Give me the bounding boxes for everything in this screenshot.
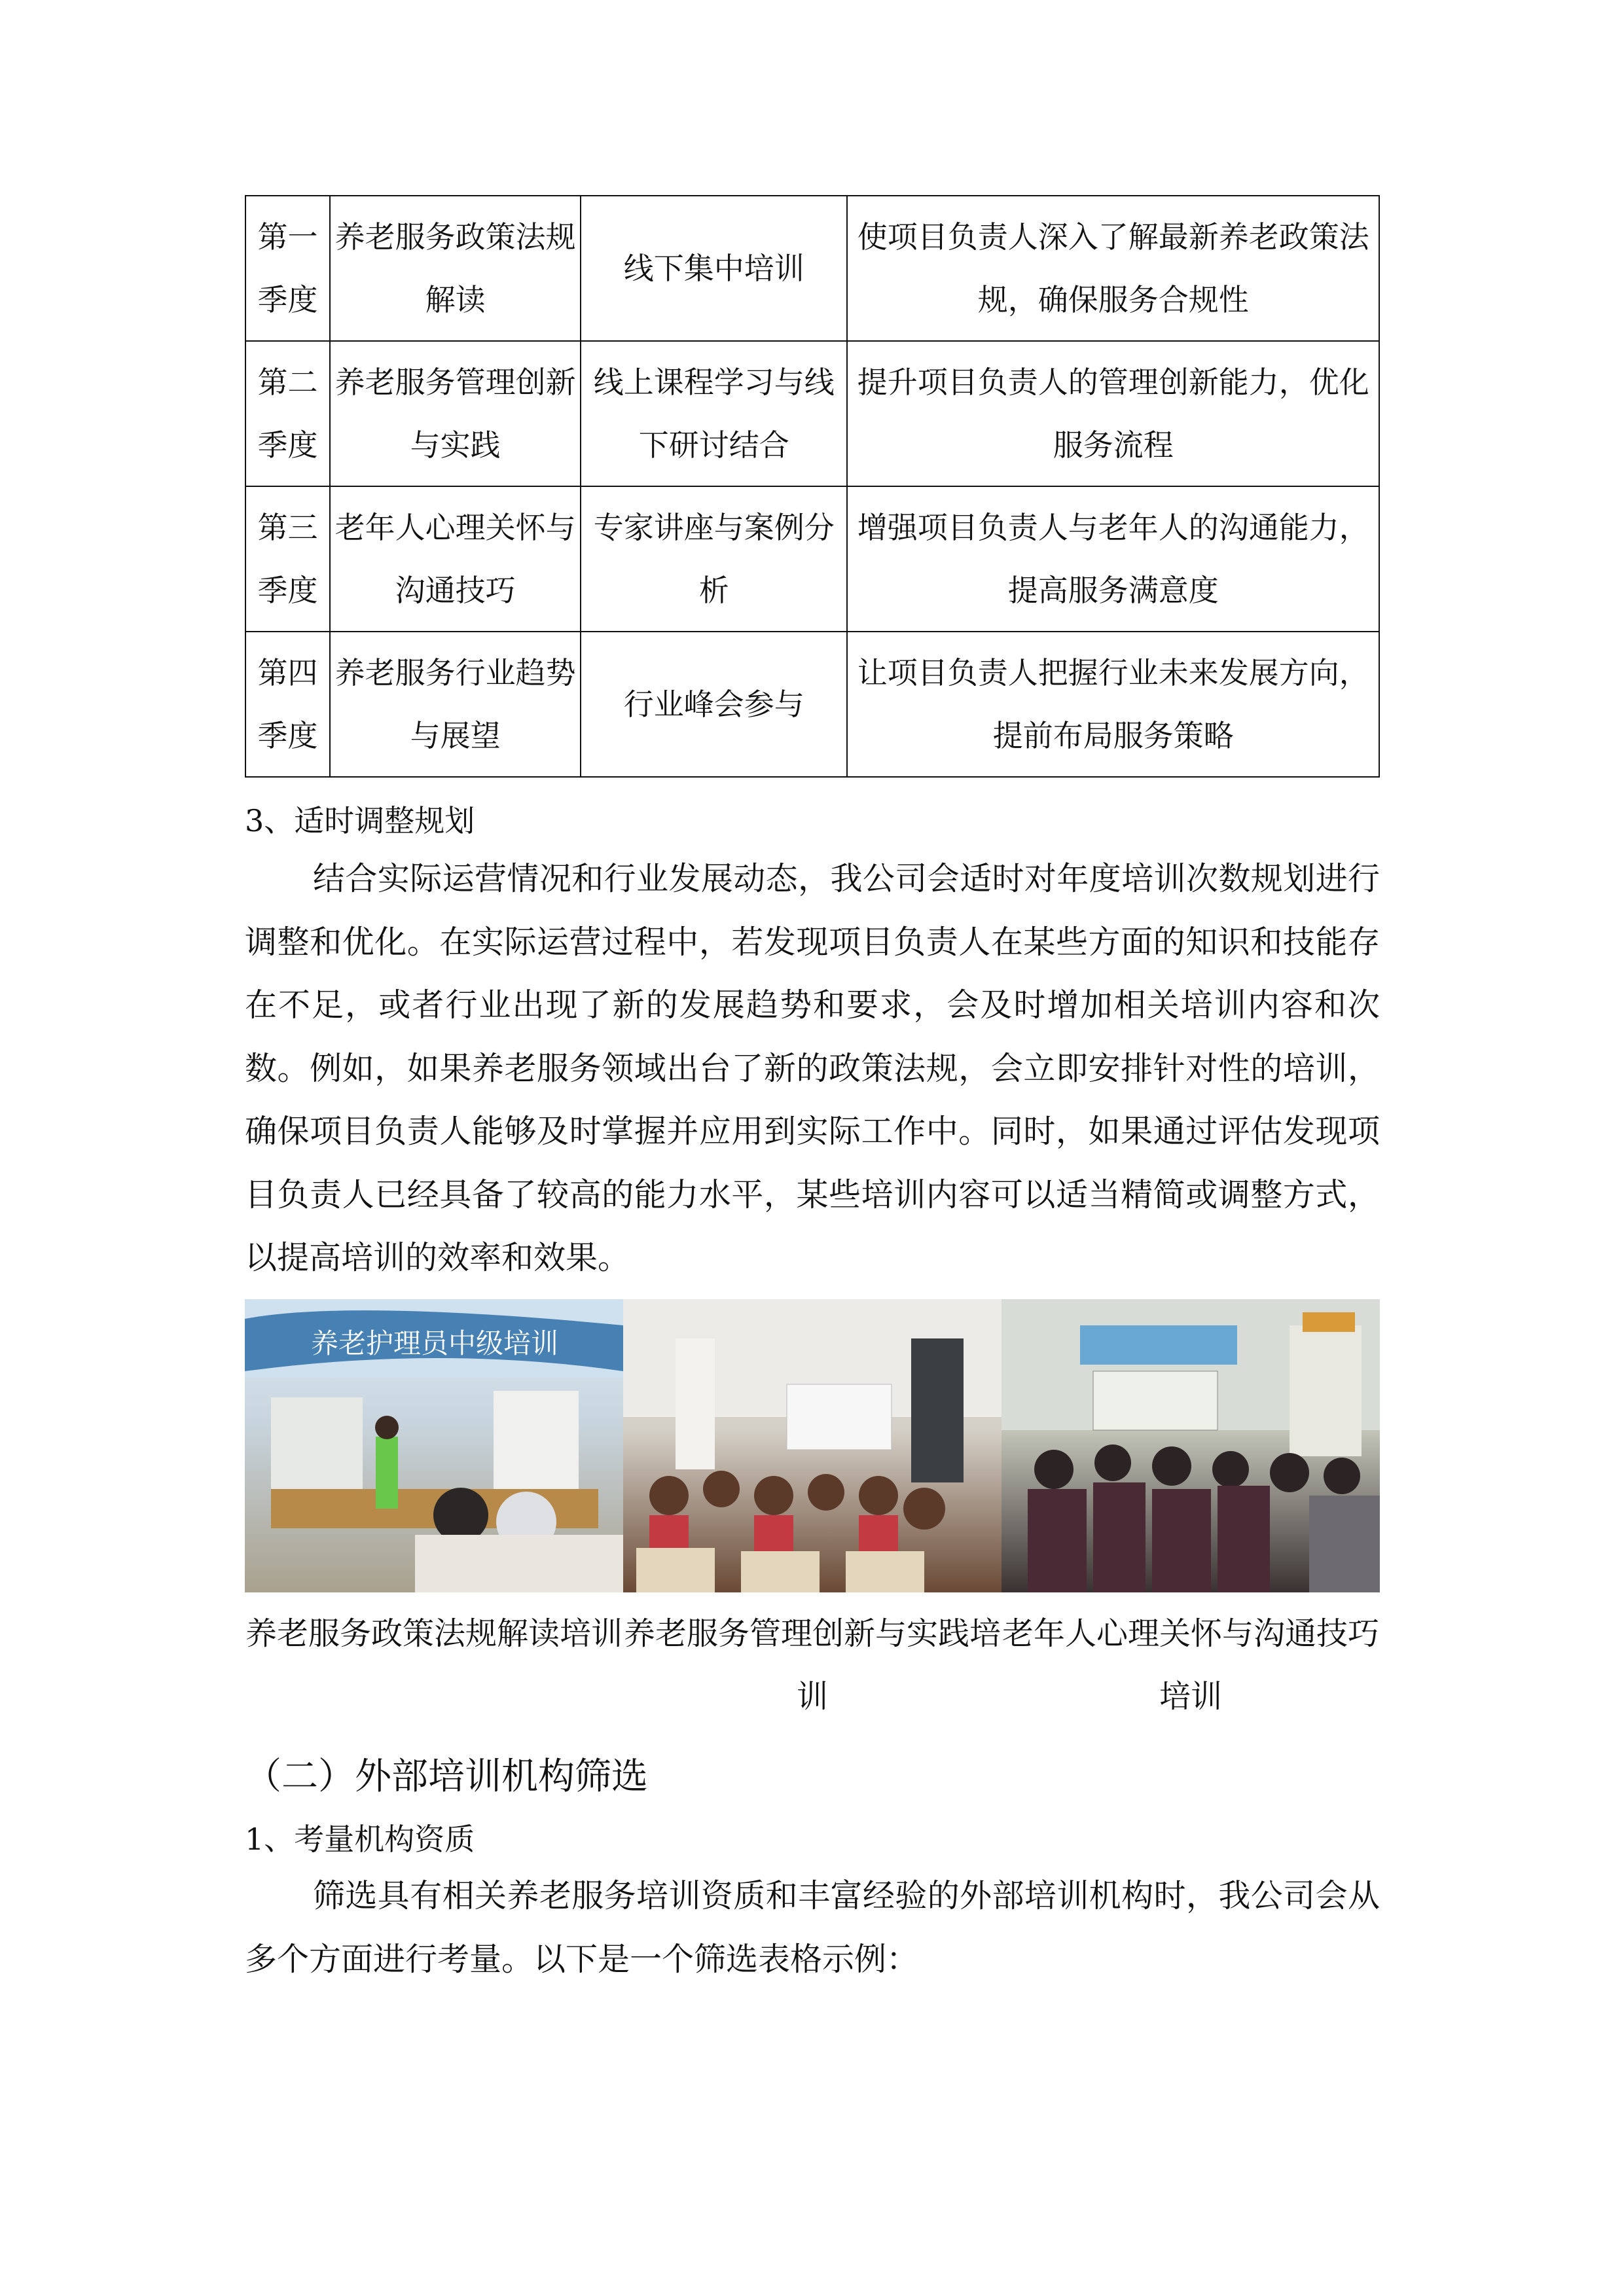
section-heading-external-institutions: （二）外部培训机构筛选: [245, 1755, 648, 1798]
training-plan-table: [245, 195, 1380, 778]
topic-cell: 老年人心理关怀与沟通技巧: [330, 486, 581, 632]
method-cell: 行业峰会参与: [581, 632, 847, 777]
method-cell: 线下集中培训: [581, 196, 847, 341]
section-heading-adjust-plan: 3、适时调整规划: [245, 803, 475, 838]
management-training-photo: [623, 1299, 1001, 1592]
goal-cell: 提升项目负责人的管理创新能力，优化服务流程: [847, 341, 1379, 486]
table-row: [245, 632, 1379, 777]
qualification-paragraph: 筛选具有相关养老服务培训资质和丰富经验的外部培训机构时，我公司会从多个方面进行考量。以下是一个筛选表格示例：: [245, 1877, 1380, 1978]
quarter-cell: 第二季度: [245, 341, 330, 486]
topic-cell: 养老服务行业趋势与展望: [330, 632, 581, 777]
quarter-cell: 第一季度: [245, 196, 330, 341]
psychology-training-photo: [1001, 1299, 1380, 1592]
table-row: [245, 196, 1379, 341]
method-cell: 线上课程学习与线下研讨结合: [581, 341, 847, 486]
photo-caption: 养老服务政策法规解读培训: [245, 1615, 623, 1652]
photo-banner-text: 养老护理员中级培训: [310, 1327, 559, 1359]
topic-cell: 养老服务政策法规解读: [330, 196, 581, 341]
topic-cell: 养老服务管理创新与实践: [330, 341, 581, 486]
goal-cell: 增强项目负责人与老年人的沟通能力，提高服务满意度: [847, 486, 1379, 632]
policy-training-photo: [245, 1299, 623, 1592]
method-cell: 专家讲座与案例分析: [581, 486, 847, 632]
adjust-plan-paragraph: 结合实际运营情况和行业发展动态，我公司会适时对年度培训次数规划进行调整和优化。在实际运营过程中，若发现项目负责人在某些方面的知识和技能存在不足，或者行业出现了新的发展趋势和要求，会及时增加相关培训内容和次数。例如，如果养老服务领域出台了新的政策法规，会立即安排针对性的培训，确保项目负责人能够及时掌握并应用到实际工作中。同时，如果通过评估发现项目负责人已经具备了较高的能力水平，某些培训内容可以适当精简或调整方式，以提高培训的效率和效果。: [245, 860, 1380, 1276]
table-row: [245, 486, 1379, 632]
goal-cell: 让项目负责人把握行业未来发展方向，提前布局服务策略: [847, 632, 1379, 777]
goal-cell: 使项目负责人深入了解最新养老政策法规，确保服务合规性: [847, 196, 1379, 341]
table-row: [245, 341, 1379, 486]
sub-heading-institution-qualification: 1、考量机构资质: [245, 1821, 475, 1857]
training-photos: [245, 1299, 1380, 1592]
quarter-cell: 第三季度: [245, 486, 330, 632]
photo-caption: 养老服务管理创新与实践培训: [623, 1615, 1001, 1715]
photo-caption: 老年人心理关怀与沟通技巧培训: [1001, 1615, 1379, 1715]
quarter-cell: 第四季度: [245, 632, 330, 777]
